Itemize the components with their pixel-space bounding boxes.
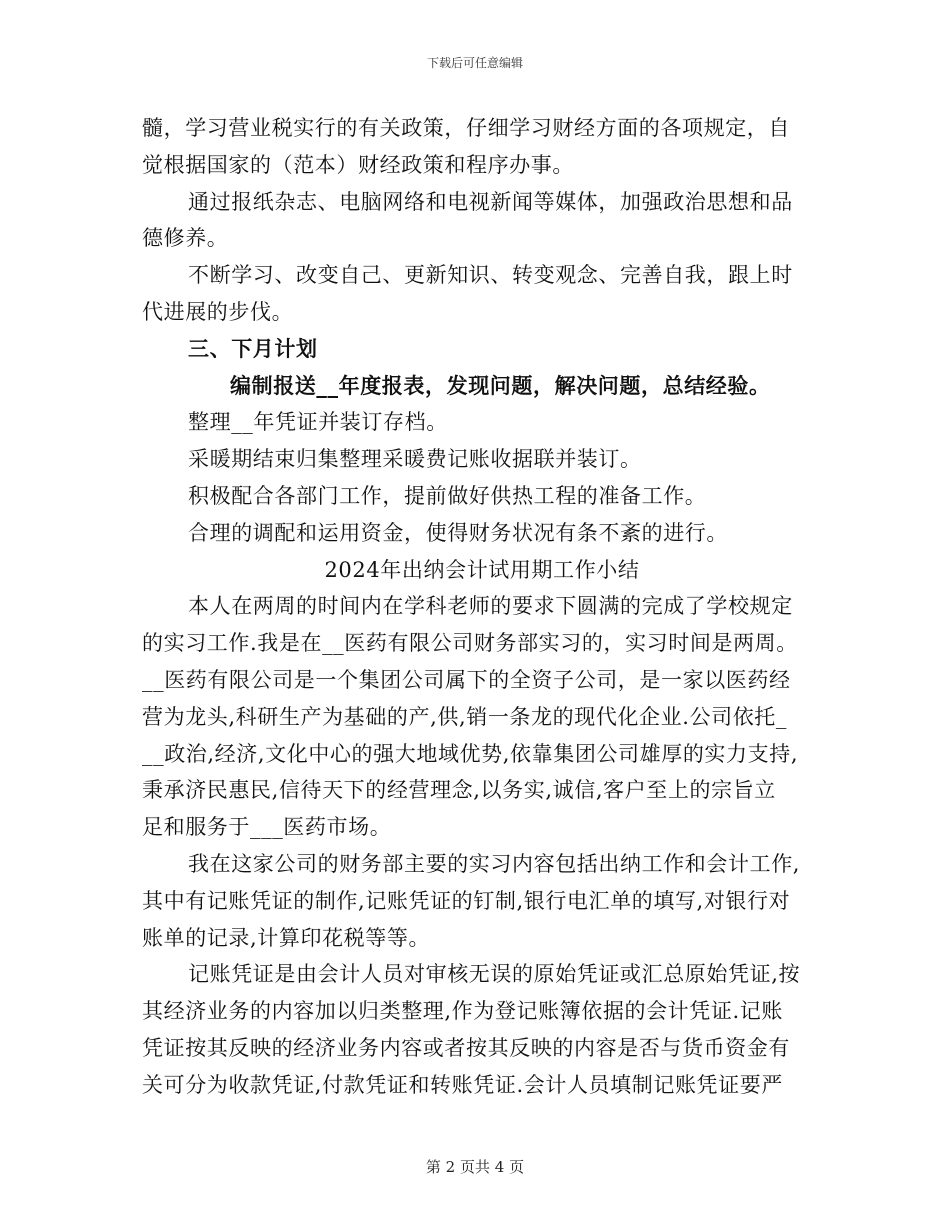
body-line: 营为龙头,科研生产为基础的产,供,销一条龙的现代化企业.公司依托_ xyxy=(142,704,787,729)
body-line: 凭证按其反映的经济业务内容或者按其反映的内容是否与货币资金有 xyxy=(142,1035,790,1060)
body-line: 代进展的步伐。 xyxy=(142,299,294,324)
body-line: __政治,经济,文化中心的强大地域优势,依靠集团公司雄厚的实力支持, xyxy=(142,741,799,766)
body-line: 其经济业务的内容加以归类整理,作为登记账簿依据的会计凭证.记账 xyxy=(142,999,783,1024)
paragraph-line: 通过报纸杂志、电脑网络和电视新闻等媒体，加强政治思想和品 xyxy=(188,189,793,214)
page-number: 第 2 页共 4 页 xyxy=(425,1158,525,1176)
document-title: 2024年出纳会计试用期工作小结 xyxy=(324,557,640,582)
body-line: 髓，学习营业税实行的有关政策，仔细学习财经方面的各项规定，自 xyxy=(142,116,790,140)
body-line: __医药有限公司是一个集团公司属下的全资子公司，是一家以医药经 xyxy=(142,667,791,692)
body-line: 觉根据国家的（范本）财经政策和程序办事。 xyxy=(142,152,574,177)
paragraph-line: 本人在两周的时间内在学科老师的要求下圆满的完成了学校规定 xyxy=(188,594,793,619)
page-header-note: 下载后可任意编辑 xyxy=(426,56,523,70)
body-line: 关可分为收款凭证,付款凭证和转账凭证.会计人员填制记账凭证要严 xyxy=(142,1072,783,1097)
body-line: 账单的记录,计算印花税等等。 xyxy=(142,925,431,950)
body-line: 的实习工作.我是在__医药有限公司财务部实习的，实习时间是两周。 xyxy=(142,631,798,656)
plan-item: 整理__年凭证并装订存档。 xyxy=(188,410,448,435)
document-body xyxy=(142,110,810,1104)
plan-item: 积极配合各部门工作，提前做好供热工程的准备工作。 xyxy=(188,483,707,508)
body-line: 德修养。 xyxy=(142,226,229,251)
paragraph-line: 不断学习、改变自己、更新知识、转变观念、完善自我，跟上时 xyxy=(188,263,793,288)
paragraph-line: 我在这家公司的财务部主要的实习内容包括出纳工作和会计工作, xyxy=(188,851,801,876)
plan-item-bold: 编制报送__年度报表，发现问题，解决问题，总结经验。 xyxy=(230,372,771,398)
section-heading: 三、下月计划 xyxy=(188,335,318,361)
paragraph-line: 记账凭证是由会计人员对审核无误的原始凭证或汇总原始凭证,按 xyxy=(188,962,801,987)
body-line: 足和服务于___医药市场。 xyxy=(142,815,392,840)
body-line: 秉承济民惠民,信待天下的经营理念,以务实,诚信,客户至上的宗旨立 xyxy=(142,778,776,803)
plan-item: 合理的调配和运用资金，使得财务状况有条不紊的进行。 xyxy=(188,520,728,545)
plan-item: 采暖期结束归集整理采暖费记账收据联并装订。 xyxy=(188,447,642,472)
body-line: 其中有记账凭证的制作,记账凭证的钉制,银行电汇单的填写,对银行对 xyxy=(142,888,791,913)
